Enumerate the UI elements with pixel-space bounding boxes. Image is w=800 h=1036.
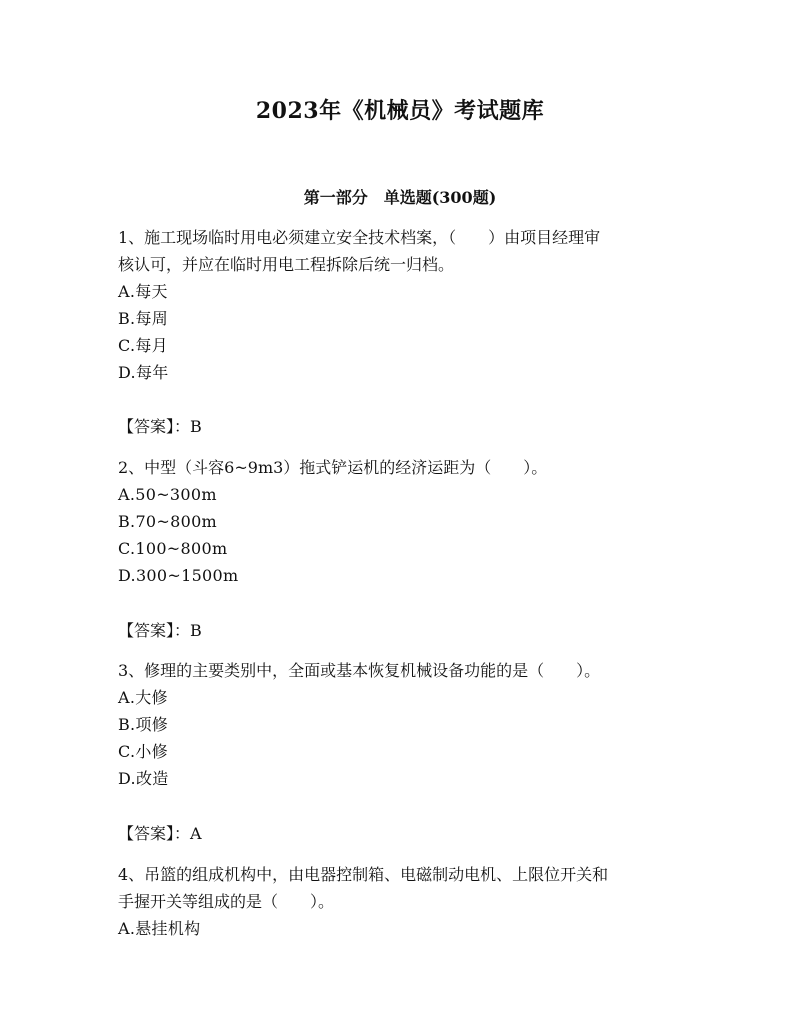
question-3-answer: 【答案】：A (118, 824, 202, 843)
question-2-stem-line-1: 2、中型（斗容6~9m3）拖式铲运机的经济运距为（ ）。 (118, 458, 548, 477)
question-3-stem-line-1: 3、修理的主要类别中，全面或基本恢复机械设备功能的是（ ）。 (118, 661, 601, 680)
question-3-option-b: B.项修 (118, 715, 169, 734)
question-1-stem-line-1: 1、施工现场临时用电必须建立安全技术档案，（ ）由项目经理审 (118, 228, 601, 247)
question-2-option-d: D.300~1500m (118, 566, 239, 585)
question-2-answer: 【答案】：B (118, 621, 202, 640)
question-1-option-d: D.每年 (118, 363, 169, 382)
question-2-option-a: A.50~300m (118, 485, 217, 504)
question-2-option-c: C.100~800m (118, 539, 228, 558)
question-1-stem-line-2: 核认可，并应在临时用电工程拆除后统一归档。 (118, 255, 455, 274)
question-3-option-a: A.大修 (118, 688, 168, 707)
question-1-option-a: A.每天 (118, 282, 168, 301)
question-1-answer: 【答案】：B (118, 417, 202, 436)
section-title: 第一部分 单选题(300题) (303, 188, 497, 207)
question-3-option-d: D.改造 (118, 769, 169, 788)
question-4-stem-line-2: 手握开关等组成的是（ ）。 (118, 892, 335, 911)
question-2-option-b: B.70~800m (118, 512, 218, 531)
question-3-option-c: C.小修 (118, 742, 168, 761)
question-4-option-a: A.悬挂机构 (118, 919, 201, 938)
question-1-option-b: B.每周 (118, 309, 169, 328)
document-title: 2023年《机械员》考试题库 (255, 98, 545, 124)
question-1-option-c: C.每月 (118, 336, 168, 355)
question-4-stem-line-1: 4、吊篮的组成机构中，由电器控制箱、电磁制动电机、上限位开关和 (118, 865, 609, 884)
